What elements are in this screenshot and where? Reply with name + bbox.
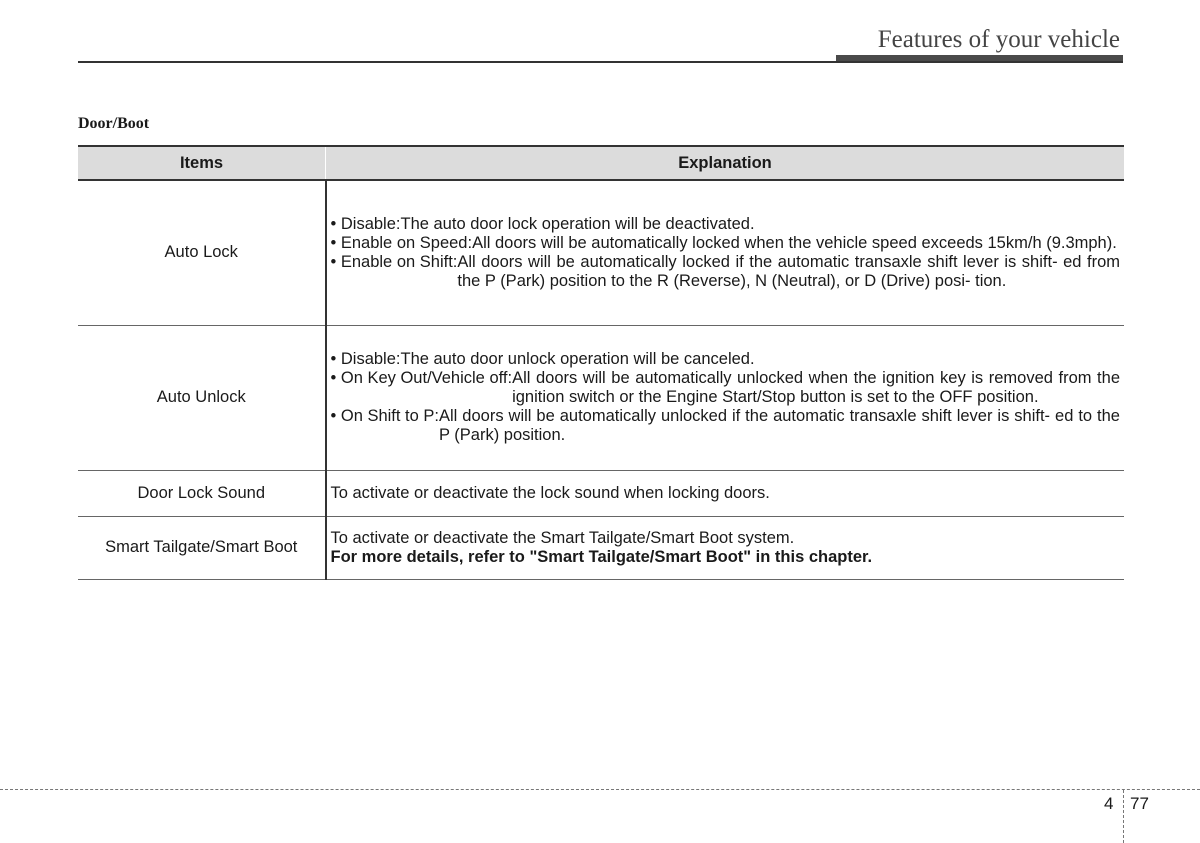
bullet-text: The auto door unlock operation will be canceled. [400,350,755,368]
list-item [331,407,1121,445]
bullet-text: All doors will be automatically unlocked if the automatic transaxle shift lever is shift- ed to the P (Park) position. [439,407,1120,444]
row-item: Smart Tailgate/Smart Boot [78,516,326,579]
explanation-reference: For more details, refer to "Smart Tailgate/Smart Boot" in this chapter. [330,547,873,566]
page-number: 77 [1130,794,1149,813]
list-item [331,350,1121,369]
bullet-label: • On Shift to P: [330,407,439,425]
table-row [78,325,1124,470]
table-header-row [78,146,1124,180]
list-item [331,369,1121,407]
bullet-label: • On Key Out/Vehicle off: [330,369,513,387]
bullet-text: The auto door lock operation will be deactivated. [400,214,755,233]
footer-dashed-divider [1123,790,1124,843]
table-row [78,516,1124,579]
bullet-text: All doors will be automatically locked if the automatic transaxle shift lever is shift- ed from the P (Park) position to the R (Reverse), N (Neutral), or D (Drive) posi- tion. [457,252,1120,290]
column-header-explanation: Explanation [326,146,1125,180]
page-header-title: Features of your vehicle [877,26,1120,53]
footer-dashed-rule [0,789,1200,790]
bullet-text: All doors will be automatically locked when the vehicle speed exceeds 15km/h (9.3mph). [472,233,1117,252]
list-item [331,215,1121,234]
table-row [78,180,1124,325]
bullet-label: • Enable on Shift: [330,252,458,271]
row-explanation [326,325,1125,470]
column-header-items: Items [78,146,326,180]
row-explanation [326,180,1125,325]
section-title: Door/Boot [78,115,150,132]
table-row [78,470,1124,516]
settings-table [78,145,1124,580]
list-item [331,234,1121,253]
bullet-label: • Enable on Speed: [330,233,473,252]
explanation-line: To activate or deactivate the Smart Tailgate/Smart Boot system. [330,528,795,547]
bullet-label: • Disable: [330,214,401,233]
list-item [331,253,1121,291]
header-rule [78,61,1123,63]
row-item: Auto Lock [78,180,326,325]
row-explanation [326,516,1125,579]
bullet-label: • Disable: [330,350,401,368]
bullet-text: All doors will be automatically unlocked when the ignition key is removed from the ignition switch or the Engine Start/Stop button is set to the OFF position. [512,369,1120,406]
row-item: Auto Unlock [78,325,326,470]
row-item: Door Lock Sound [78,470,326,516]
row-explanation: To activate or deactivate the lock sound when locking doors. [326,470,1125,516]
chapter-number: 4 [1104,794,1114,813]
